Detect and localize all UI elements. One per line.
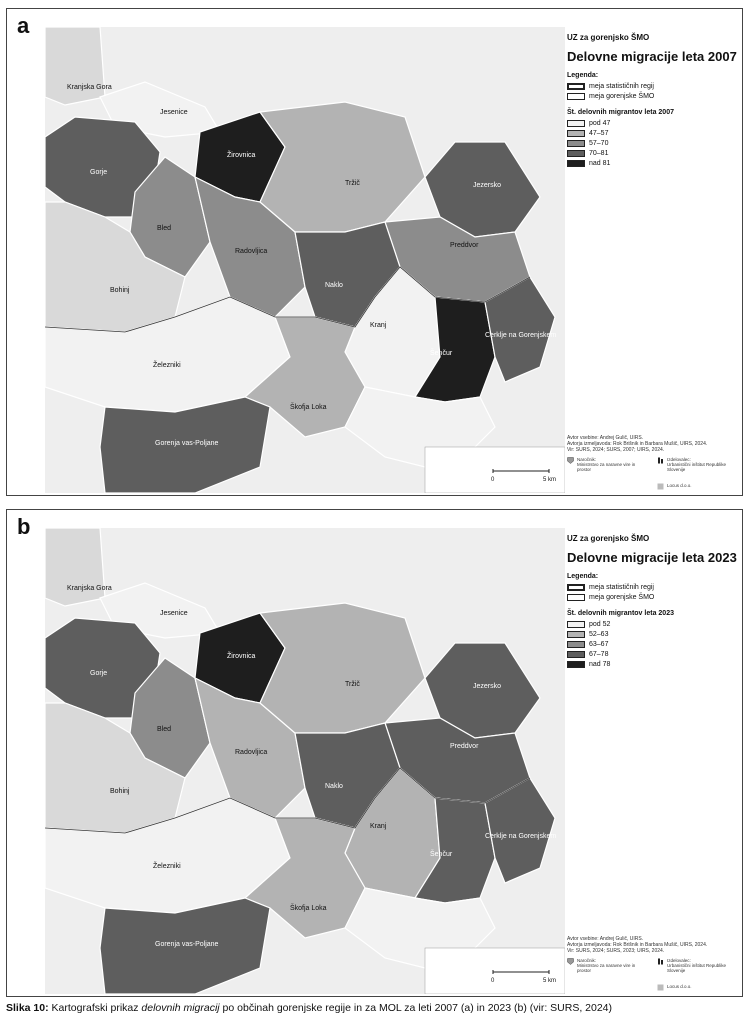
label-gorenja-vas-poljane: Gorenja vas-Poljane (155, 440, 219, 447)
label-zirovnica: Žirovnica (227, 152, 256, 159)
client-badge: Naročnik: Ministrstvo za naravne vire in prostor (567, 958, 647, 973)
map-credits: Avtor vsebine: Andrej Gulič, UIRS. Avtorja izmeljavoda: Rok Brišnik in Barbara Mušič, UIRS, 2024. Vir: SURS, 2024; SURS, 2023; UIRS, 2024. (567, 936, 708, 954)
legend-heading: Legenda: (567, 573, 599, 580)
classes-heading: Št. delovnih migrantov leta 2023 (567, 610, 674, 617)
ministry-crest-icon (567, 958, 574, 965)
legend-row-region-boundary: meja statističnih regij (567, 81, 737, 91)
label-naklo: Naklo (325, 783, 343, 790)
legend (567, 33, 737, 168)
label-gorje: Gorje (90, 169, 108, 176)
label-cerklje-na-gorenjskem: Cerklje na Gorenjskem (485, 332, 557, 339)
panel-letter: b (17, 514, 31, 539)
label-sencur: Šenčur (430, 350, 453, 357)
label-skofja-loka: Škofja Loka (290, 404, 327, 411)
label-sencur: Šenčur (430, 851, 453, 858)
choropleth-map (45, 528, 565, 994)
label-naklo: Naklo (325, 282, 343, 289)
partner-badge: Locus d.o.o. (657, 483, 742, 490)
choropleth-map (45, 27, 565, 493)
maker-badge: Izdelovalec: Urbanistični inštitut Republike Slovenije (657, 958, 742, 973)
swatch (567, 584, 585, 591)
legend-class-2: 52–63 (567, 629, 737, 639)
map-title: Delovne migracije leta 2023 (567, 550, 737, 565)
label-trzic: Tržič (345, 681, 360, 688)
locus-logo-icon (657, 483, 664, 490)
label-jesenice: Jesenice (160, 610, 188, 617)
label-preddvor: Preddvor (450, 242, 479, 249)
classes-heading: Št. delovnih migrantov leta 2007 (567, 109, 674, 116)
label-zelezniki: Železniki (153, 362, 181, 369)
legend-class-1: pod 47 (567, 118, 737, 128)
map-credits: Avtor vsebine: Andrej Gulič, UIRS. Avtorja izmeljavoda: Rok Brišnik in Barbara Mušič, UIRS, 2024. Vir: SURS, 2024; SURS, 2007; UIRS, 2024. (567, 435, 708, 453)
swatch (567, 83, 585, 90)
legend-class-1: pod 52 (567, 619, 737, 629)
scale-bar: 0 5 km (491, 477, 557, 483)
label-radovljica: Radovljica (235, 749, 268, 756)
map-org: UZ za gorenjsko ŠMO (567, 534, 650, 543)
panel-letter: a (17, 13, 30, 38)
swatch (567, 594, 585, 601)
label-trzic: Tržič (345, 180, 360, 187)
label-bohinj: Bohinj (110, 287, 130, 294)
maker-badge: Izdelovalec: Urbanistični inštitut Republike Slovenije (657, 457, 742, 472)
legend (567, 534, 737, 669)
ministry-crest-icon (567, 457, 574, 464)
swatch (567, 93, 585, 100)
map-badges (567, 457, 742, 496)
label-kranjska-gora: Kranjska Gora (67, 585, 112, 592)
legend-row-smo-boundary: meja gorenjske ŠMO (567, 592, 737, 602)
legend-class-3: 57–70 (567, 138, 737, 148)
label-cerklje-na-gorenjskem: Cerklje na Gorenjskem (485, 833, 557, 840)
label-skofja-loka: Škofja Loka (290, 905, 327, 912)
legend-row-region-boundary: meja statističnih regij (567, 582, 737, 592)
uirs-logo-icon (657, 457, 664, 464)
caption-label: Slika 10: (6, 1002, 49, 1014)
municipality-kranjska-gora (45, 27, 105, 105)
label-kranj: Kranj (370, 322, 387, 329)
label-radovljica: Radovljica (235, 248, 268, 255)
locus-logo-icon (657, 984, 664, 991)
legend-class-5: nad 78 (567, 659, 737, 669)
label-kranjska-gora: Kranjska Gora (67, 84, 112, 91)
label-bohinj: Bohinj (110, 788, 130, 795)
figure-caption: Slika 10: Kartografski prikaz delovnih migracij po občinah gorenjske regije in za MOL za leti 2007 (a) in 2023 (b) (vir: SURS, 2024) (6, 1002, 613, 1014)
label-preddvor: Preddvor (450, 743, 479, 750)
label-jezersko: Jezersko (473, 683, 502, 690)
label-gorenja-vas-poljane: Gorenja vas-Poljane (155, 941, 219, 948)
label-jesenice: Jesenice (160, 109, 188, 116)
map-panel-a (6, 8, 743, 496)
map-badges (567, 958, 742, 997)
map-panel-b (6, 509, 743, 997)
legend-class-2: 47–57 (567, 128, 737, 138)
legend-heading: Legenda: (567, 72, 599, 79)
label-gorje: Gorje (90, 670, 108, 677)
map-title: Delovne migracije leta 2007 (567, 49, 737, 64)
legend-class-3: 63–67 (567, 639, 737, 649)
client-badge: Naročnik: Ministrstvo za naravne vire in prostor (567, 457, 647, 472)
label-jezersko: Jezersko (473, 182, 502, 189)
municipality-kranjska-gora (45, 528, 105, 606)
legend-row-smo-boundary: meja gorenjske ŠMO (567, 91, 737, 101)
label-kranj: Kranj (370, 823, 387, 830)
map-org: UZ za gorenjsko ŠMO (567, 33, 650, 42)
label-zelezniki: Železniki (153, 863, 181, 870)
legend-class-4: 70–81 (567, 148, 737, 158)
label-bled: Bled (157, 225, 172, 232)
label-zirovnica: Žirovnica (227, 653, 256, 660)
legend-class-4: 67–78 (567, 649, 737, 659)
uirs-logo-icon (657, 958, 664, 965)
scale-bar: 0 5 km (491, 978, 557, 984)
partner-badge: Locus d.o.o. (657, 984, 742, 991)
label-bled: Bled (157, 726, 172, 733)
legend-class-5: nad 81 (567, 158, 737, 168)
